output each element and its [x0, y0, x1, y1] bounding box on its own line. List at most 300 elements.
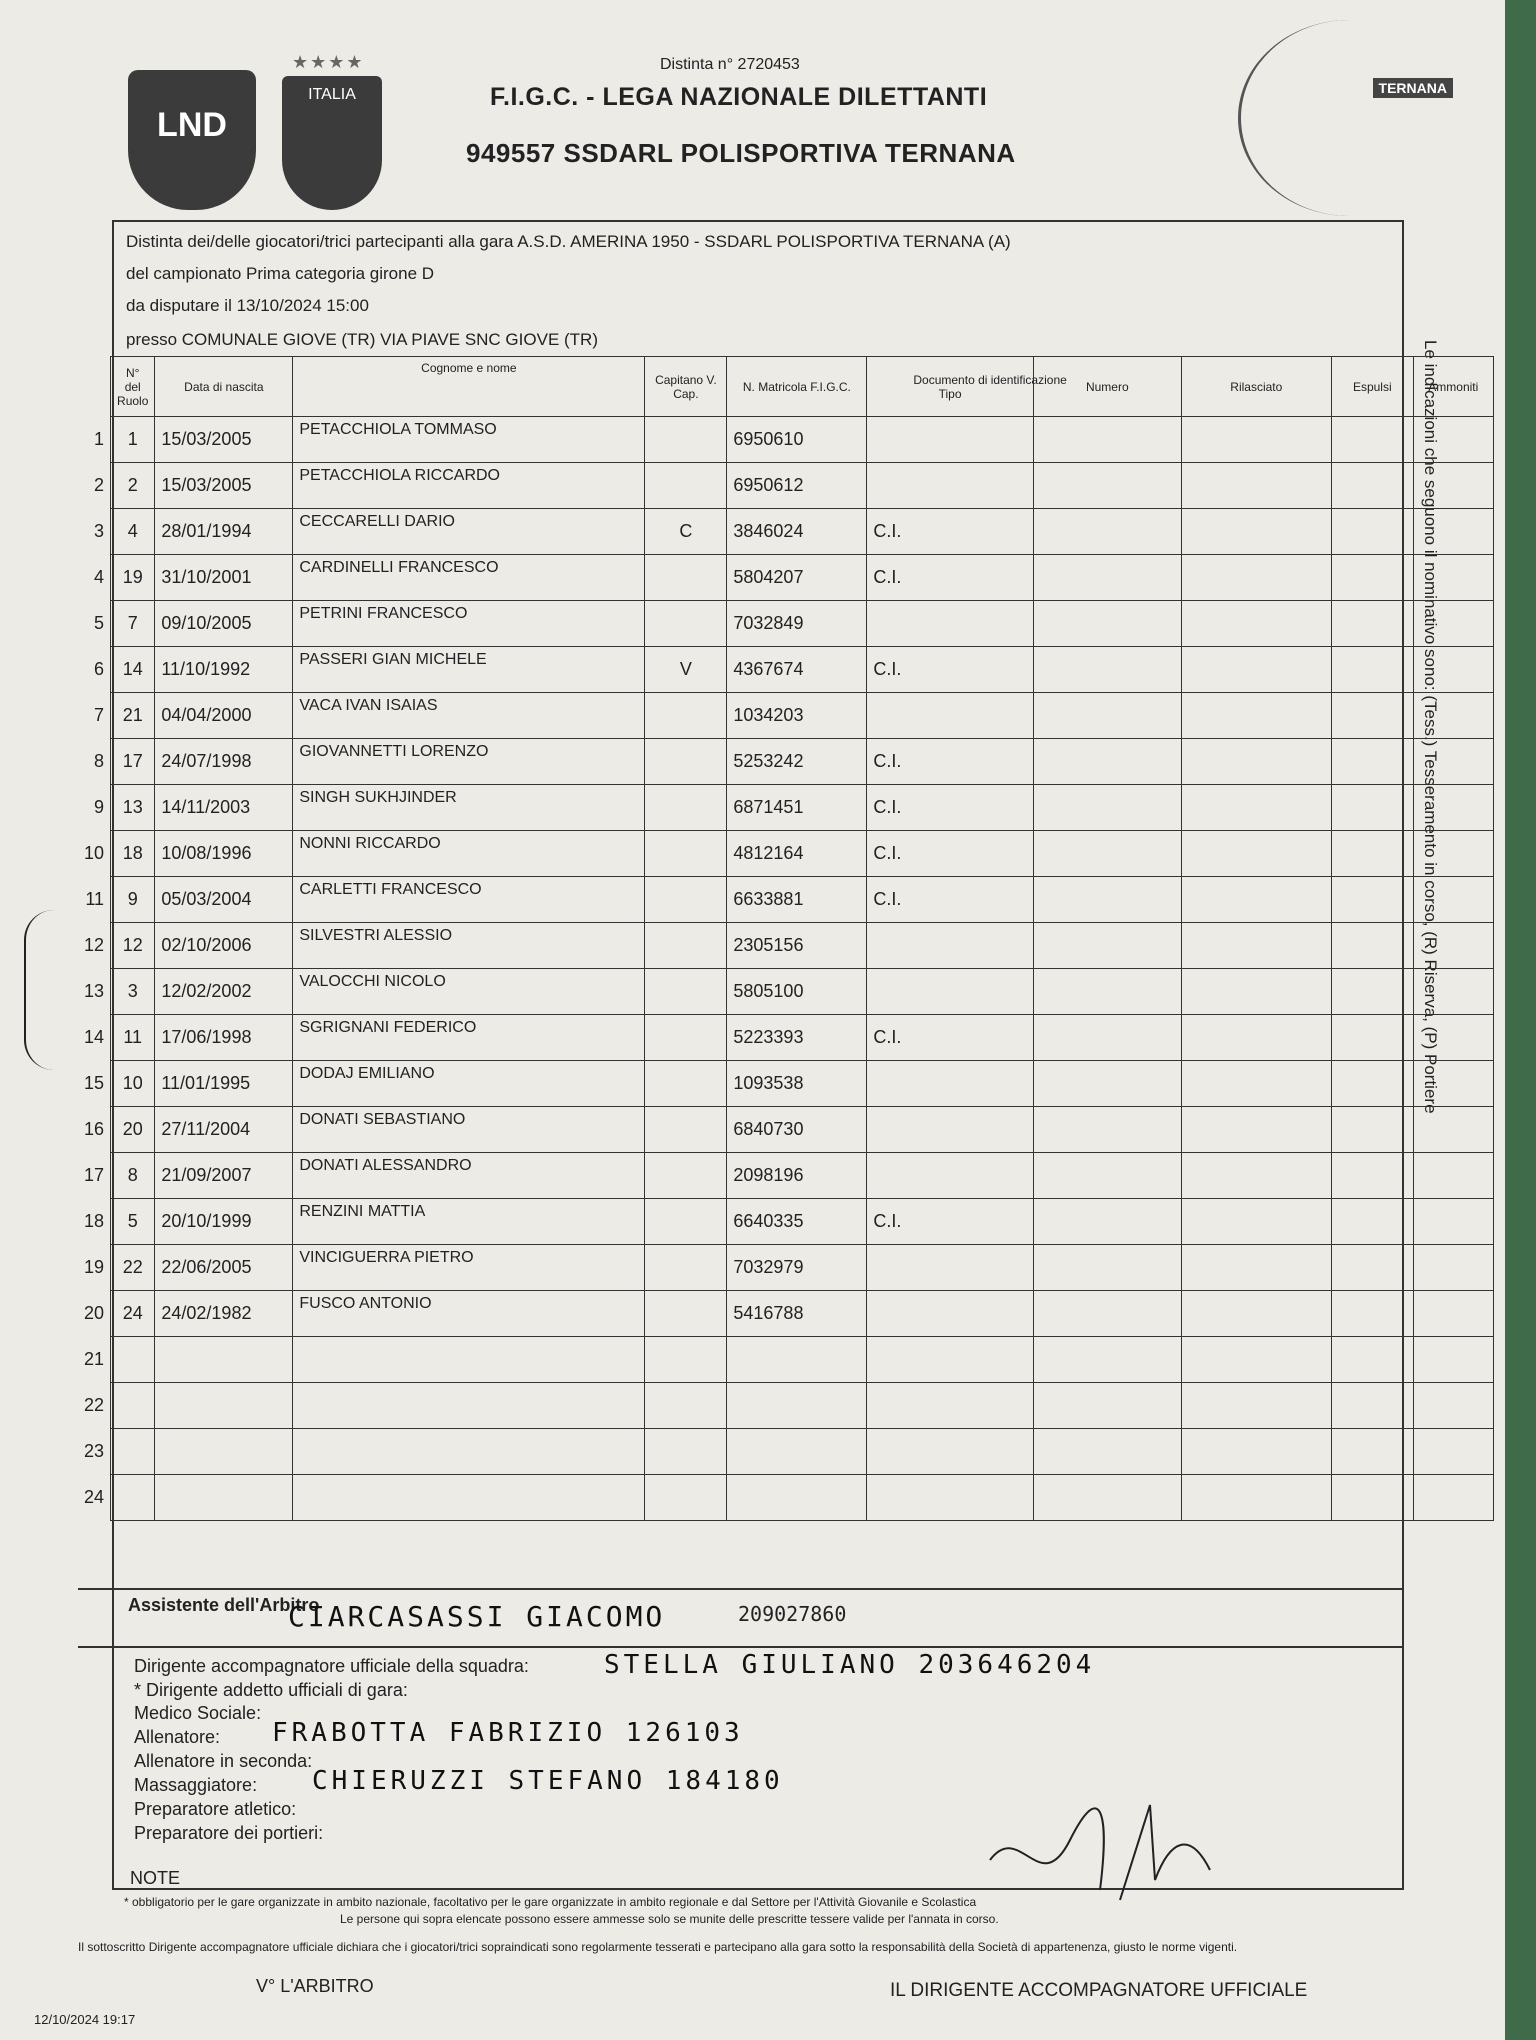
distinta-number: Distinta n° 2720453 — [660, 56, 800, 73]
captain-cell — [645, 417, 727, 463]
name-cell — [293, 1475, 645, 1521]
table-row — [78, 969, 1493, 1015]
rilasciato-cell — [1181, 1383, 1331, 1429]
matricola-cell: 6950612 — [727, 463, 867, 509]
photo-timestamp: 12/10/2024 19:17 — [34, 2012, 136, 2027]
ammoniti-cell — [1413, 509, 1493, 555]
row-index: 17 — [84, 1165, 105, 1185]
numero-cell — [1033, 1015, 1181, 1061]
dob-cell: 21/09/2007 — [155, 1153, 293, 1199]
dob-cell: 15/03/2005 — [155, 417, 293, 463]
ruolo-cell — [111, 1337, 155, 1383]
index-header — [78, 357, 111, 417]
rilasciato-cell — [1181, 923, 1331, 969]
row-index: 9 — [94, 797, 105, 817]
matricola-cell: 5253242 — [727, 739, 867, 785]
captain-cell: C — [645, 509, 727, 555]
captain-cell — [645, 601, 727, 647]
assistant-row — [78, 1588, 1404, 1648]
row-index: 11 — [85, 889, 105, 909]
espulsi-cell — [1331, 693, 1413, 739]
espulsi-cell — [1331, 601, 1413, 647]
espulsi-cell — [1331, 831, 1413, 877]
ammoniti-cell — [1413, 1015, 1493, 1061]
matricola-cell: 4367674 — [727, 647, 867, 693]
row-index: 3 — [94, 521, 105, 541]
ammoniti-cell — [1413, 1153, 1493, 1199]
espulsi-cell — [1331, 969, 1413, 1015]
dob-cell: 09/10/2005 — [155, 601, 293, 647]
signature-icon — [980, 1800, 1240, 1920]
row-index: 13 — [84, 981, 105, 1001]
captain-cell: V — [645, 647, 727, 693]
allenatore-value: FRABOTTA FABRIZIO 126103 — [272, 1718, 744, 1748]
captain-cell — [645, 1107, 727, 1153]
ruolo-cell: 5 — [111, 1199, 155, 1245]
tipo-cell — [867, 601, 1033, 647]
declaration: Il sottoscritto Dirigente accompagnatore ufficiale dichiara che i giocatori/trici sopraindicati sono regolarmente tesserati e partecipano alla gara sotto la responsabilità della Società di appartenenza, giusto le norme vigenti. — [78, 1940, 1238, 1954]
assistant-label: Assistente dell'Arbitro — [128, 1595, 320, 1615]
name-cell: DODAJ EMILIANO — [293, 1061, 645, 1107]
ruolo-cell: 2 — [111, 463, 155, 509]
tipo-cell — [867, 969, 1033, 1015]
name-cell: VALOCCHI NICOLO — [293, 969, 645, 1015]
matricola-cell — [727, 1429, 867, 1475]
matricola-cell: 3846024 — [727, 509, 867, 555]
rilasciato-cell — [1181, 1337, 1331, 1383]
numero-cell — [1033, 463, 1181, 509]
rilasciato-cell — [1181, 831, 1331, 877]
ammoniti-cell — [1413, 1429, 1493, 1475]
row-index: 14 — [84, 1027, 105, 1047]
ammoniti-cell — [1413, 1199, 1493, 1245]
rilasciato-cell — [1181, 1153, 1331, 1199]
captain-cell — [645, 1475, 727, 1521]
name-cell: PASSERI GIAN MICHELE — [293, 647, 645, 693]
numero-cell — [1033, 1061, 1181, 1107]
rilasciato-cell — [1181, 555, 1331, 601]
ruolo-cell: 22 — [111, 1245, 155, 1291]
tipo-cell — [867, 1153, 1033, 1199]
tipo-cell: C.I. — [867, 1015, 1033, 1061]
row-index: 15 — [84, 1073, 105, 1093]
rilasciato-cell — [1181, 647, 1331, 693]
rilasciato-cell — [1181, 969, 1331, 1015]
ruolo-cell: 21 — [111, 693, 155, 739]
dob-cell: 12/02/2002 — [155, 969, 293, 1015]
espulsi-cell — [1331, 1291, 1413, 1337]
matricola-cell: 7032849 — [727, 601, 867, 647]
captain-cell — [645, 1061, 727, 1107]
dob-cell: 11/01/1995 — [155, 1061, 293, 1107]
captain-cell — [645, 877, 727, 923]
info-line1: Distinta dei/delle giocatori/trici partecipanti alla gara A.S.D. AMERINA 1950 - SSDARL POLISPORTIVA TERNANA (A) — [126, 232, 1011, 251]
tipo-cell — [867, 923, 1033, 969]
table-row — [78, 417, 1493, 463]
ruolo-cell: 1 — [111, 417, 155, 463]
ammoniti-header: Ammoniti — [1413, 357, 1493, 417]
table-row — [78, 1337, 1493, 1383]
dob-cell: 20/10/1999 — [155, 1199, 293, 1245]
tipo-cell: C.I. — [867, 831, 1033, 877]
row-index: 20 — [84, 1303, 105, 1323]
espulsi-cell — [1331, 1015, 1413, 1061]
table-row — [78, 647, 1493, 693]
italia-logo: ITALIA — [282, 76, 382, 210]
numero-cell — [1033, 601, 1181, 647]
table-row — [78, 877, 1493, 923]
ruolo-cell: 9 — [111, 877, 155, 923]
rilasciato-cell — [1181, 1291, 1331, 1337]
numero-cell — [1033, 1337, 1181, 1383]
ammoniti-cell — [1413, 831, 1493, 877]
rilasciato-cell — [1181, 1061, 1331, 1107]
matricola-cell: 5804207 — [727, 555, 867, 601]
dob-cell: 31/10/2001 — [155, 555, 293, 601]
dob-cell: 22/06/2005 — [155, 1245, 293, 1291]
ammoniti-cell — [1413, 877, 1493, 923]
numero-cell — [1033, 785, 1181, 831]
rilasciato-header: Rilasciato — [1181, 357, 1331, 417]
numero-cell — [1033, 693, 1181, 739]
matricola-cell: 6640335 — [727, 1199, 867, 1245]
table-row — [78, 1199, 1493, 1245]
name-cell: SINGH SUKHJINDER — [293, 785, 645, 831]
rilasciato-cell — [1181, 1107, 1331, 1153]
name-header: Cognome e nome — [293, 357, 645, 417]
ammoniti-cell — [1413, 1383, 1493, 1429]
dob-cell: 28/01/1994 — [155, 509, 293, 555]
espulsi-cell — [1331, 1107, 1413, 1153]
rilasciato-cell — [1181, 1015, 1331, 1061]
numero-cell — [1033, 923, 1181, 969]
espulsi-cell — [1331, 509, 1413, 555]
dob-cell: 15/03/2005 — [155, 463, 293, 509]
numero-cell — [1033, 555, 1181, 601]
tipo-cell — [867, 1429, 1033, 1475]
espulsi-cell — [1331, 877, 1413, 923]
name-cell: FUSCO ANTONIO — [293, 1291, 645, 1337]
name-cell: CECCARELLI DARIO — [293, 509, 645, 555]
dob-cell: 05/03/2004 — [155, 877, 293, 923]
row-index: 8 — [94, 751, 105, 771]
row-index: 10 — [84, 843, 105, 863]
ruolo-cell: 17 — [111, 739, 155, 785]
name-cell: GIOVANNETTI LORENZO — [293, 739, 645, 785]
rilasciato-cell — [1181, 417, 1331, 463]
dirigente-signature-label: IL DIRIGENTE ACCOMPAGNATORE UFFICIALE — [890, 1980, 1308, 2001]
espulsi-cell — [1331, 1199, 1413, 1245]
captain-cell — [645, 969, 727, 1015]
ammoniti-cell — [1413, 647, 1493, 693]
matricola-cell: 5223393 — [727, 1015, 867, 1061]
name-cell: PETACCHIOLA RICCARDO — [293, 463, 645, 509]
table-row — [78, 1245, 1493, 1291]
matricola-cell — [727, 1383, 867, 1429]
tipo-cell: C.I. — [867, 555, 1033, 601]
numero-cell — [1033, 1199, 1181, 1245]
rilasciato-cell — [1181, 693, 1331, 739]
rilasciato-cell — [1181, 1475, 1331, 1521]
captain-header: Capitano V. Cap. — [645, 357, 727, 417]
ruolo-cell — [111, 1429, 155, 1475]
tipo-cell — [867, 1245, 1033, 1291]
row-index: 4 — [94, 567, 105, 587]
table-row — [78, 1429, 1493, 1475]
matricola-cell: 6840730 — [727, 1107, 867, 1153]
note-label: NOTE — [130, 1868, 181, 1888]
name-cell — [293, 1383, 645, 1429]
row-index: 21 — [84, 1349, 105, 1369]
captain-cell — [645, 1291, 727, 1337]
dob-cell — [155, 1383, 293, 1429]
name-cell: NONNI RICCARDO — [293, 831, 645, 877]
ruolo-cell: 19 — [111, 555, 155, 601]
tipo-cell: C.I. — [867, 785, 1033, 831]
dob-cell — [155, 1337, 293, 1383]
players-table — [78, 340, 1494, 1521]
row-index: 1 — [94, 429, 105, 449]
ammoniti-cell — [1413, 1475, 1493, 1521]
row-index: 6 — [94, 659, 105, 679]
row-index: 5 — [94, 613, 105, 633]
table-row — [78, 785, 1493, 831]
espulsi-cell — [1331, 1429, 1413, 1475]
numero-cell — [1033, 1291, 1181, 1337]
table-header-row — [78, 357, 1493, 417]
dob-cell: 11/10/1992 — [155, 647, 293, 693]
dob-cell: 27/11/2004 — [155, 1107, 293, 1153]
row-index: 2 — [94, 475, 105, 495]
matricola-cell: 7032979 — [727, 1245, 867, 1291]
ammoniti-cell — [1413, 969, 1493, 1015]
ruolo-cell: 18 — [111, 831, 155, 877]
persone-note: Le persone qui sopra elencate possono essere ammesse solo se munite delle prescritte tessere valide per l'annata in corso. — [340, 1912, 999, 1926]
ruolo-cell: 11 — [111, 1015, 155, 1061]
matricola-cell: 5416788 — [727, 1291, 867, 1337]
ruolo-cell: 8 — [111, 1153, 155, 1199]
name-cell: RENZINI MATTIA — [293, 1199, 645, 1245]
numero-cell — [1033, 509, 1181, 555]
tipo-cell — [867, 1337, 1033, 1383]
captain-cell — [645, 1199, 727, 1245]
rilasciato-cell — [1181, 739, 1331, 785]
name-cell: DONATI ALESSANDRO — [293, 1153, 645, 1199]
numero-cell — [1033, 831, 1181, 877]
captain-cell — [645, 1337, 727, 1383]
dob-header: Data di nascita — [155, 357, 293, 417]
tipo-header: Documento di identificazione Tipo — [867, 357, 1033, 417]
matricola-cell: 6871451 — [727, 785, 867, 831]
captain-cell — [645, 831, 727, 877]
tipo-cell: C.I. — [867, 509, 1033, 555]
ammoniti-cell — [1413, 693, 1493, 739]
tipo-cell: C.I. — [867, 1199, 1033, 1245]
espulsi-header: Espulsi — [1331, 357, 1413, 417]
table-row — [78, 923, 1493, 969]
assistant-matricola: 209027860 — [738, 1602, 847, 1626]
ternana-logo: TERNANA — [1238, 20, 1461, 216]
name-cell: DONATI SEBASTIANO — [293, 1107, 645, 1153]
table-row — [78, 1383, 1493, 1429]
row-index: 19 — [84, 1257, 105, 1277]
ammoniti-cell — [1413, 1107, 1493, 1153]
arbitro-label: V° L'ARBITRO — [256, 1976, 374, 1996]
captain-cell — [645, 1015, 727, 1061]
matricola-cell: 5805100 — [727, 969, 867, 1015]
numero-cell — [1033, 1383, 1181, 1429]
matricola-cell: 6633881 — [727, 877, 867, 923]
tipo-cell — [867, 1475, 1033, 1521]
tipo-cell — [867, 1107, 1033, 1153]
table-row — [78, 1475, 1493, 1521]
name-cell — [293, 1337, 645, 1383]
numero-cell — [1033, 739, 1181, 785]
info-line3: da disputare il 13/10/2024 15:00 — [126, 296, 369, 315]
dob-cell: 04/04/2000 — [155, 693, 293, 739]
captain-cell — [645, 1153, 727, 1199]
table-row — [78, 1107, 1493, 1153]
captain-cell — [645, 923, 727, 969]
name-cell: PETRINI FRANCESCO — [293, 601, 645, 647]
tipo-cell — [867, 1061, 1033, 1107]
ruolo-cell: 14 — [111, 647, 155, 693]
ruolo-cell: 24 — [111, 1291, 155, 1337]
ammoniti-cell — [1413, 739, 1493, 785]
row-index: 16 — [84, 1119, 105, 1139]
espulsi-cell — [1331, 1383, 1413, 1429]
ruolo-cell: 20 — [111, 1107, 155, 1153]
ammoniti-cell — [1413, 1337, 1493, 1383]
ammoniti-cell — [1413, 601, 1493, 647]
matricola-cell — [727, 1337, 867, 1383]
assistant-name: CIARCASASSI GIACOMO — [288, 1600, 666, 1633]
dob-cell: 17/06/1998 — [155, 1015, 293, 1061]
rilasciato-cell — [1181, 785, 1331, 831]
table-row — [78, 555, 1493, 601]
ruolo-cell: 3 — [111, 969, 155, 1015]
info-line4: presso COMUNALE GIOVE (TR) VIA PIAVE SNC GIOVE (TR) — [126, 330, 598, 349]
dob-cell: 10/08/1996 — [155, 831, 293, 877]
rilasciato-cell — [1181, 463, 1331, 509]
players-body — [78, 417, 1493, 1521]
medico-label: Medico Sociale: — [134, 1703, 262, 1723]
ruolo-cell: 4 — [111, 509, 155, 555]
rilasciato-cell — [1181, 1429, 1331, 1475]
espulsi-cell — [1331, 1245, 1413, 1291]
ruolo-cell: 10 — [111, 1061, 155, 1107]
dob-cell: 14/11/2003 — [155, 785, 293, 831]
table-row — [78, 1153, 1493, 1199]
ammoniti-cell — [1413, 1291, 1493, 1337]
seconda-label: Allenatore in seconda: — [134, 1751, 313, 1771]
dirigente-value: STELLA GIULIANO 203646204 — [604, 1650, 1096, 1680]
dirigente-label: Dirigente accompagnatore ufficiale della squadra: — [134, 1656, 529, 1676]
ammoniti-cell — [1413, 923, 1493, 969]
matricola-header: N. Matricola F.I.G.C. — [727, 357, 867, 417]
numero-cell — [1033, 877, 1181, 923]
name-cell — [293, 1429, 645, 1475]
row-index: 24 — [84, 1487, 105, 1507]
captain-cell — [645, 1383, 727, 1429]
matricola-cell — [727, 1475, 867, 1521]
table-row — [78, 509, 1493, 555]
federation-title: F.I.G.C. - LEGA NAZIONALE DILETTANTI — [490, 83, 988, 111]
ammoniti-cell — [1413, 555, 1493, 601]
captain-cell — [645, 555, 727, 601]
numero-cell — [1033, 969, 1181, 1015]
captain-cell — [645, 1429, 727, 1475]
row-index: 18 — [84, 1211, 105, 1231]
dob-cell: 24/02/1982 — [155, 1291, 293, 1337]
dob-cell: 02/10/2006 — [155, 923, 293, 969]
espulsi-cell — [1331, 1061, 1413, 1107]
dob-cell — [155, 1429, 293, 1475]
matricola-cell: 1034203 — [727, 693, 867, 739]
ruolo-cell — [111, 1383, 155, 1429]
tipo-cell: C.I. — [867, 647, 1033, 693]
matricola-cell: 6950610 — [727, 417, 867, 463]
name-cell: SGRIGNANI FEDERICO — [293, 1015, 645, 1061]
captain-cell — [645, 739, 727, 785]
massaggiatore-label: Massaggiatore: — [134, 1775, 258, 1795]
tipo-cell — [867, 463, 1033, 509]
espulsi-cell — [1331, 463, 1413, 509]
swap-arrow-icon — [24, 910, 66, 1070]
name-cell: SILVESTRI ALESSIO — [293, 923, 645, 969]
ruolo-cell: 7 — [111, 601, 155, 647]
name-cell: CARDINELLI FRANCESCO — [293, 555, 645, 601]
tipo-cell — [867, 1291, 1033, 1337]
matricola-cell: 4812164 — [727, 831, 867, 877]
row-index: 22 — [84, 1395, 105, 1415]
espulsi-cell — [1331, 647, 1413, 693]
table-row — [78, 1291, 1493, 1337]
numero-cell — [1033, 417, 1181, 463]
numero-cell — [1033, 1429, 1181, 1475]
ammoniti-cell — [1413, 1061, 1493, 1107]
ammoniti-cell — [1413, 463, 1493, 509]
info-line2: del campionato Prima categoria girone D — [126, 264, 435, 283]
name-cell: VACA IVAN ISAIAS — [293, 693, 645, 739]
captain-cell — [645, 693, 727, 739]
ammoniti-cell — [1413, 785, 1493, 831]
dob-cell — [155, 1475, 293, 1521]
ammoniti-cell — [1413, 1245, 1493, 1291]
tipo-cell — [867, 1383, 1033, 1429]
rilasciato-cell — [1181, 601, 1331, 647]
table-row — [78, 1061, 1493, 1107]
numero-cell — [1033, 1107, 1181, 1153]
table-row — [78, 463, 1493, 509]
tipo-cell — [867, 417, 1033, 463]
lnd-logo: LND — [128, 70, 256, 210]
matricola-cell: 2305156 — [727, 923, 867, 969]
tipo-cell — [867, 693, 1033, 739]
table-row — [78, 831, 1493, 877]
name-cell: VINCIGUERRA PIETRO — [293, 1245, 645, 1291]
table-row — [78, 601, 1493, 647]
ruolo-header: N° del Ruolo — [111, 357, 155, 417]
portieri-label: Preparatore dei portieri: — [134, 1823, 324, 1843]
name-cell: CARLETTI FRANCESCO — [293, 877, 645, 923]
row-index: 12 — [84, 935, 105, 955]
espulsi-cell — [1331, 1475, 1413, 1521]
rilasciato-cell — [1181, 1245, 1331, 1291]
numero-cell — [1033, 1475, 1181, 1521]
numero-cell — [1033, 1153, 1181, 1199]
espulsi-cell — [1331, 1153, 1413, 1199]
